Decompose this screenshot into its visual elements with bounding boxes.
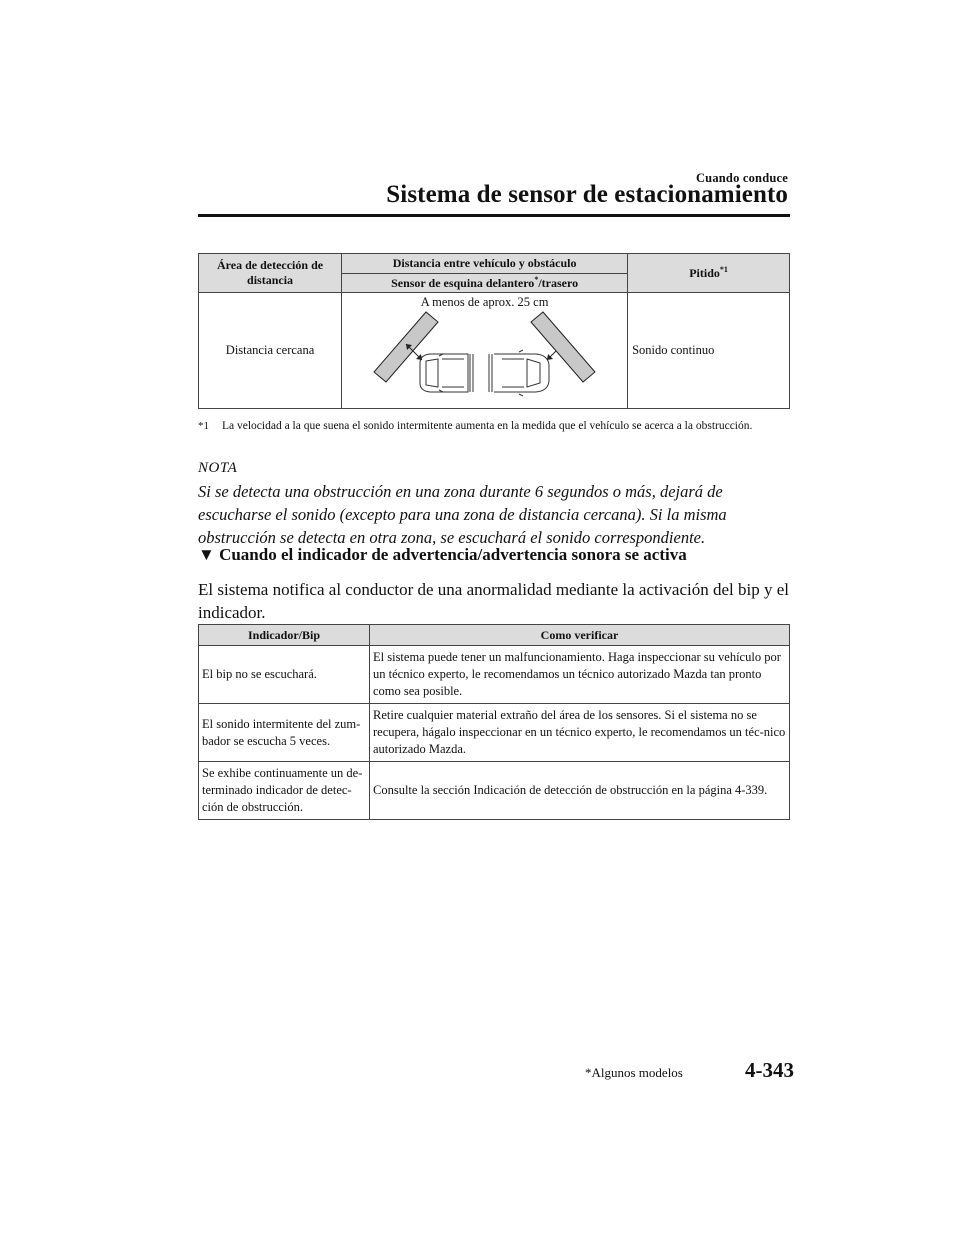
table-row	[199, 646, 790, 704]
page-number: 4-343	[745, 1058, 794, 1082]
note-heading: NOTA	[198, 460, 238, 476]
footnote	[198, 418, 790, 434]
left-obstacle	[374, 312, 438, 382]
table-cell: El sonido intermitente del zum-bador se escucha 5 veces.	[199, 704, 370, 762]
distance-table	[198, 253, 790, 409]
table-cell: Se exhibe continuamente un de-terminado indicador de detec-ción de obstrucción.	[199, 762, 370, 820]
note-body: Si se detecta una obstrucción en una zona durante 6 segundos o más, dejará de escucharse el sonido (excepto para una zona de distancia cercana). Si la misma obstrucción se detecta en otra zona, se escuchará el sonido correspondiente.	[198, 482, 727, 547]
header-distance: Distancia entre vehículo y obstáculo	[342, 254, 628, 274]
car-right-icon	[489, 350, 549, 396]
subsection-title: Cuando el indicador de advertencia/advertencia sonora se activa	[219, 545, 687, 564]
section-label: Cuando conduce	[695, 171, 788, 185]
table-row	[199, 762, 790, 820]
page-title: Sistema de sensor de estacionamiento	[386, 181, 788, 208]
table-cell: Consulte la sección Indicación de detección de obstrucción en la página 4-339.	[370, 762, 790, 820]
header-area: Área de detección de distancia	[199, 254, 342, 293]
table-cell: El sistema puede tener un malfuncionamiento. Haga inspeccionar su vehículo por un técnico experto, le recomendamos un técnico autorizado Mazda tan pronto como sea posible.	[370, 646, 790, 704]
indicator-table	[198, 624, 790, 820]
header-indicator: Indicador/Bip	[199, 625, 370, 646]
footnote-mark: *1	[198, 420, 209, 432]
car-left-icon	[420, 354, 473, 392]
table-cell: El bip no se escuchará.	[199, 646, 370, 704]
subsection-heading	[198, 545, 687, 565]
header-sensor: Sensor de esquina delantero*/trasero	[342, 273, 628, 293]
models-note: *Algunos modelos	[585, 1065, 683, 1080]
row-area: Distancia cercana	[199, 293, 342, 409]
distance-label: A menos de aprox. 25 cm	[420, 295, 549, 309]
footnote-text: La velocidad a la que suena el sonido intermitente aumenta en la medida que el vehículo se acerca a la obstrucción.	[222, 420, 753, 432]
header-beep: Pitido$^{*1}$	[628, 254, 790, 293]
title-rule	[198, 214, 790, 217]
triangle-marker-icon: ▼	[198, 545, 215, 564]
row-beep: Sonido continuo	[628, 293, 790, 409]
diagram-cell	[342, 293, 628, 409]
table-cell: Retire cualquier material extraño del área de los sensores. Si el sistema no se recupera, hágalo inspeccionar en un técnico experto, le recomendamos un téc-nico autorizado Mazda.	[370, 704, 790, 762]
header-check: Como verificar	[370, 625, 790, 646]
body-paragraph: El sistema notifica al conductor de una anormalidad mediante la activación del bip y el indicador.	[198, 580, 790, 622]
right-obstacle	[531, 312, 595, 382]
parking-diagram	[342, 293, 627, 408]
table-row	[199, 704, 790, 762]
